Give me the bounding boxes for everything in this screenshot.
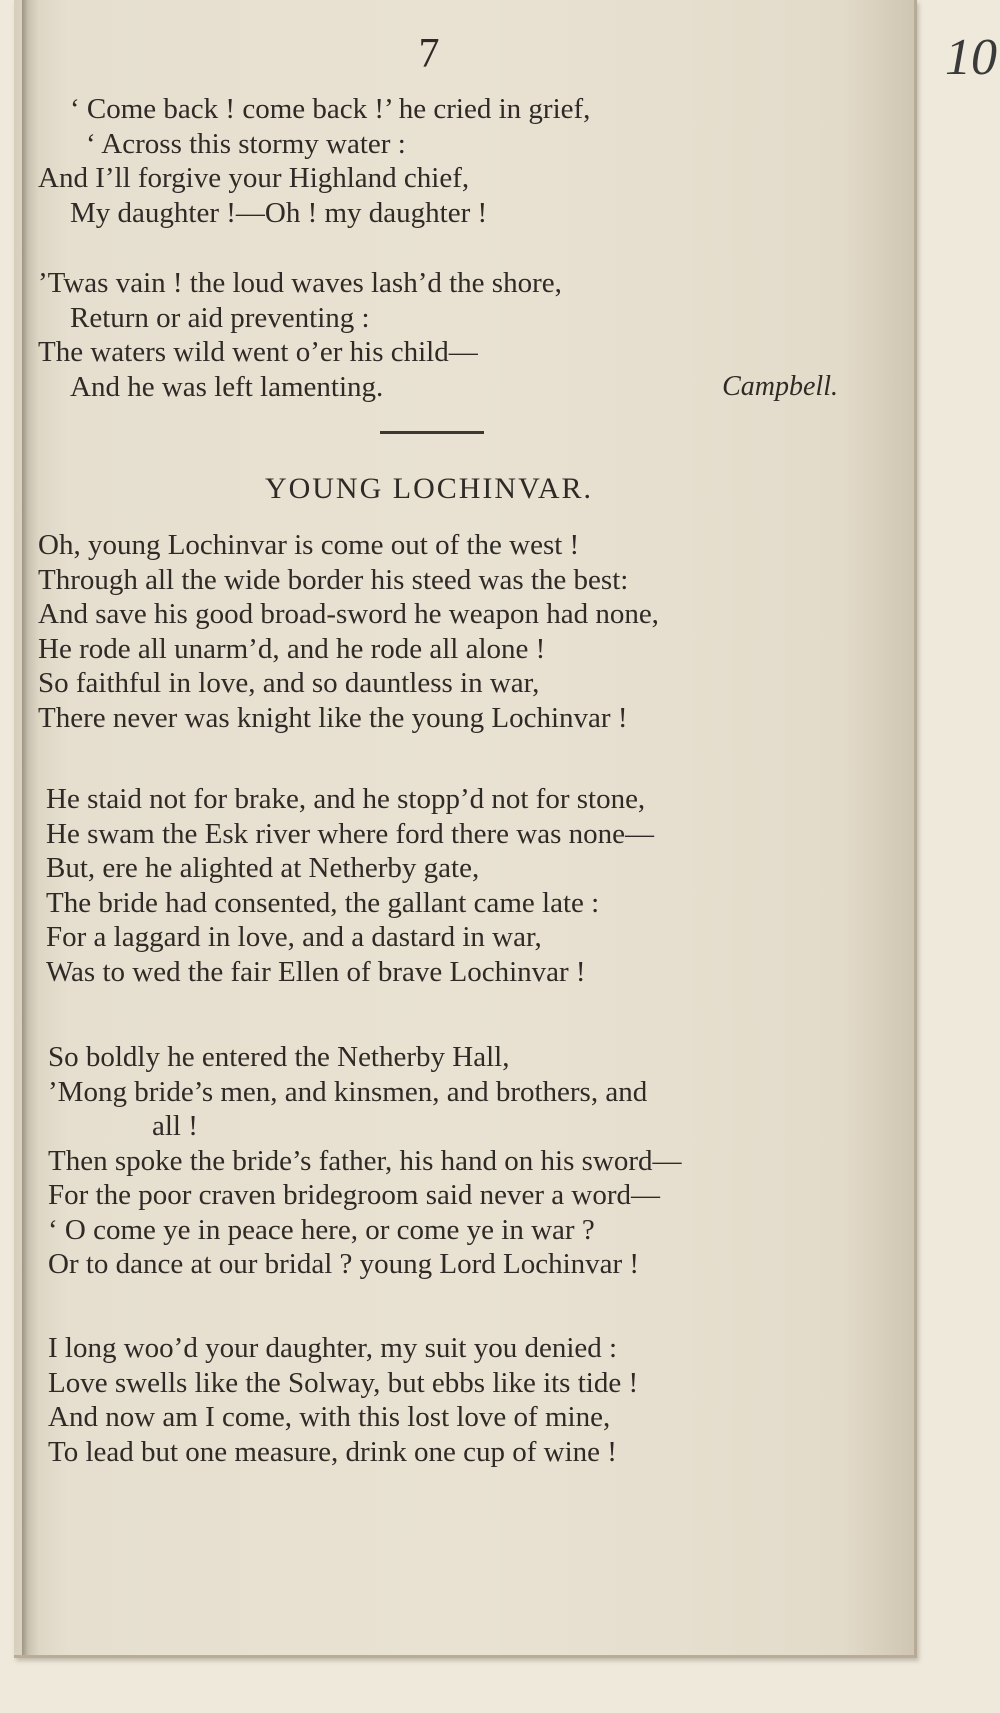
stanza-1 bbox=[38, 92, 838, 230]
page-number: 7 bbox=[418, 31, 440, 77]
stanza-3 bbox=[38, 528, 838, 735]
poem-line: And now am I come, with this lost love of mine, bbox=[48, 1401, 611, 1433]
poem-line: I long woo’d your daughter, my suit you denied : bbox=[48, 1332, 618, 1364]
poem-line: ’Twas vain ! the loud waves lash’d the shore, bbox=[38, 267, 562, 299]
poem-line: Love swells like the Solway, but ebbs like its tide ! bbox=[48, 1366, 639, 1399]
poem-line: He rode all unarm’d, and he rode all alone ! bbox=[38, 632, 546, 665]
poem-line-with-attribution bbox=[38, 370, 838, 405]
poem-line: So boldly he entered the Netherby Hall, bbox=[48, 1041, 510, 1073]
poem-line: But, ere he alighted at Netherby gate, bbox=[46, 852, 480, 884]
poem-line: So faithful in love, and so dauntless in war, bbox=[38, 667, 540, 699]
stanza-5 bbox=[48, 1040, 848, 1282]
poem-line: For a laggard in love, and a dastard in war, bbox=[46, 921, 542, 953]
margin-note: 10 bbox=[945, 29, 997, 86]
poem-line: And he was left lamenting. bbox=[70, 370, 384, 403]
poem-line: Then spoke the bride’s father, his hand on his sword— bbox=[48, 1144, 682, 1177]
poem-line: He swam the Esk river where ford there was none— bbox=[46, 817, 654, 850]
book-page bbox=[14, 0, 917, 1658]
poem-line: Or to dance at our bridal ? young Lord Lochinvar ! bbox=[48, 1248, 640, 1280]
poem-line: There never was knight like the young Lochinvar ! bbox=[38, 701, 628, 734]
poem-line: all ! bbox=[152, 1110, 198, 1142]
stanza-4 bbox=[46, 782, 846, 989]
page-binding-edge bbox=[22, 0, 38, 1655]
poem-line: For the poor craven bridegroom said never a word— bbox=[48, 1179, 661, 1211]
stanza-2 bbox=[38, 266, 838, 404]
poem-title: YOUNG LOCHINVAR. bbox=[264, 472, 594, 505]
poem-line: And save his good broad-sword he weapon had none, bbox=[38, 598, 659, 630]
poem-line: Return or aid preventing : bbox=[70, 301, 370, 334]
poem-line: ‘ Across this stormy water : bbox=[86, 127, 406, 160]
poem-line: He staid not for brake, and he stopp’d not for stone, bbox=[46, 783, 646, 815]
attribution: Campbell. bbox=[722, 370, 838, 402]
poem-line: Oh, young Lochinvar is come out of the west ! bbox=[38, 529, 580, 561]
poem-line: ‘ Come back ! come back !’ he cried in grief, bbox=[70, 93, 591, 125]
poem-line: Through all the wide border his steed was the best: bbox=[38, 563, 629, 596]
poem-line: And I’ll forgive your Highland chief, bbox=[38, 162, 470, 194]
poem-line: ‘ O come ye in peace here, or come ye in war ? bbox=[48, 1213, 595, 1246]
poem-line: My daughter !—Oh ! my daughter ! bbox=[70, 196, 488, 229]
stanza-6 bbox=[48, 1331, 848, 1469]
poem-line: The bride had consented, the gallant came late : bbox=[46, 886, 600, 919]
poem-line: The waters wild went o’er his child— bbox=[38, 336, 478, 368]
poem-line: ’Mong bride’s men, and kinsmen, and brothers, and bbox=[48, 1075, 648, 1108]
section-divider bbox=[380, 431, 484, 434]
poem-line: To lead but one measure, drink one cup of wine ! bbox=[48, 1435, 617, 1468]
poem-line: Was to wed the fair Ellen of brave Lochinvar ! bbox=[46, 955, 586, 988]
